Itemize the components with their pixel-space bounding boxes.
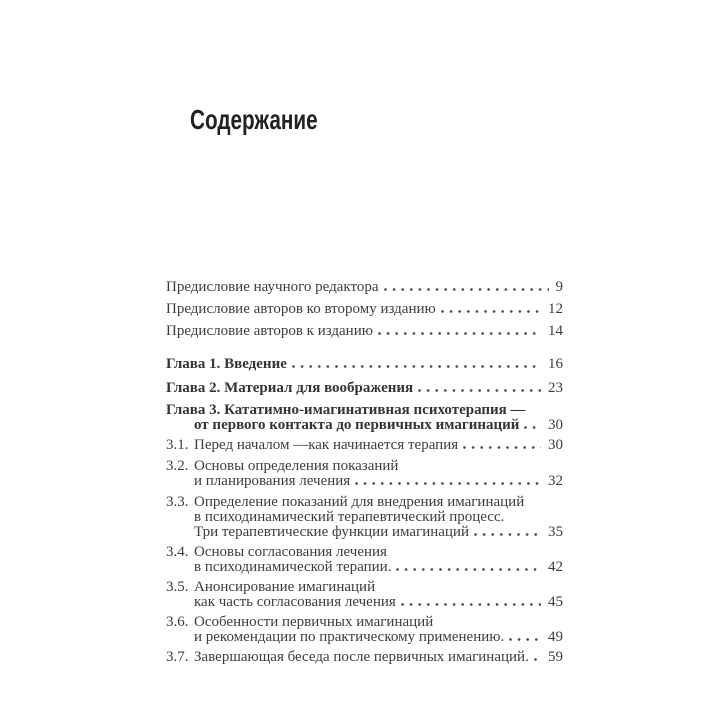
entry-label: в психодинамической терапии.: [194, 559, 392, 575]
entry-label: Определение показаний для внедрения имагинаций: [194, 494, 525, 510]
toc-entry-section-3-3-line-3: [166, 525, 563, 540]
table-of-contents: [166, 280, 563, 665]
dot-leader: [534, 658, 541, 661]
toc-entry-section-3-2-line-2: [166, 474, 563, 489]
dot-leader: [396, 568, 541, 571]
section-number: 3.3.: [166, 494, 189, 510]
toc-entry-section-3-3-line-2: [166, 510, 563, 525]
toc-entry-section-3-2-line-1: [166, 459, 563, 474]
toc-entry-section-3-1: [166, 438, 563, 453]
section-number: 3.6.: [166, 614, 189, 630]
page-number: 45: [548, 594, 563, 610]
page-number: 49: [548, 629, 563, 645]
entry-label: и рекомендации по практическому применению.: [194, 629, 505, 645]
dot-leader: [524, 426, 541, 429]
dot-leader: [441, 310, 541, 313]
entry-label: Предисловие научного редактора: [166, 279, 379, 295]
dot-leader: [463, 446, 541, 449]
section-number: 3.2.: [166, 458, 189, 474]
entry-label: Предисловие авторов ко второму изданию: [166, 301, 436, 317]
dot-leader: [418, 389, 541, 392]
dot-leader: [509, 638, 541, 641]
toc-entry-preface-3: [166, 324, 563, 339]
entry-label: Глава 2. Материал для воображения: [166, 380, 414, 396]
page-number: 32: [548, 473, 563, 489]
page-number: 14: [548, 323, 563, 339]
toc-entry-chapter-1: [166, 357, 563, 372]
entry-label: Особенности первичных имагинаций: [194, 614, 434, 630]
toc-entry-section-3-5-line-1: [166, 580, 563, 595]
page-number: 16: [548, 356, 563, 372]
dot-leader: [378, 332, 541, 335]
dot-leader: [355, 482, 541, 485]
dot-leader: [384, 288, 549, 291]
toc-entry-section-3-6-line-1: [166, 615, 563, 630]
toc-entry-section-3-3-line-1: [166, 495, 563, 510]
entry-label: в психодинамический терапевтический процесс.: [194, 509, 505, 525]
page-number: 59: [548, 649, 563, 665]
entry-label: от первого контакта до первичных имагинаций: [194, 417, 520, 433]
toc-entry-section-3-6-line-2: [166, 630, 563, 645]
toc-entry-chapter-3-line-2: [166, 418, 563, 433]
dot-leader: [292, 365, 541, 368]
toc-entry-section-3-5-line-2: [166, 595, 563, 610]
page-title: Содержание: [190, 104, 318, 135]
toc-entry-preface-2: [166, 302, 563, 317]
dot-leader: [401, 603, 541, 606]
section-number: 3.5.: [166, 579, 189, 595]
entry-label: Завершающая беседа после первичных имагинаций.: [194, 649, 529, 665]
entry-label: Перед началом —как начинается терапия: [194, 437, 459, 453]
page-number: 23: [548, 380, 563, 396]
toc-entry-section-3-7: [166, 650, 563, 665]
toc-entry-chapter-3-line-1: [166, 403, 563, 418]
entry-label: как часть согласования лечения: [194, 594, 396, 610]
section-number: 3.7.: [166, 649, 189, 665]
entry-label: и планирования лечения: [194, 473, 351, 489]
entry-label: Глава 3. Кататимно-имагинативная психотерапия —: [166, 402, 526, 418]
entry-label: Основы определения показаний: [194, 458, 399, 474]
entry-label: Глава 1. Введение: [166, 356, 287, 372]
entry-label: Анонсирование имагинаций: [194, 579, 376, 595]
page-number: 12: [548, 301, 563, 317]
page-number: 30: [548, 417, 563, 433]
toc-entry-preface-1: [166, 280, 563, 295]
toc-entry-section-3-4-line-1: [166, 545, 563, 560]
section-number: 3.4.: [166, 544, 189, 560]
page-number: 42: [548, 559, 563, 575]
toc-entry-chapter-2: [166, 381, 563, 396]
page-number: 35: [548, 524, 563, 540]
entry-label: Три терапевтические функции имагинаций: [194, 524, 469, 540]
toc-entry-section-3-4-line-2: [166, 560, 563, 575]
dot-leader: [474, 533, 541, 536]
page-number: 30: [548, 437, 563, 453]
entry-label: Предисловие авторов к изданию: [166, 323, 373, 339]
page-number: 9: [555, 279, 563, 295]
section-number: 3.1.: [166, 437, 189, 453]
entry-label: Основы согласования лечения: [194, 544, 387, 560]
